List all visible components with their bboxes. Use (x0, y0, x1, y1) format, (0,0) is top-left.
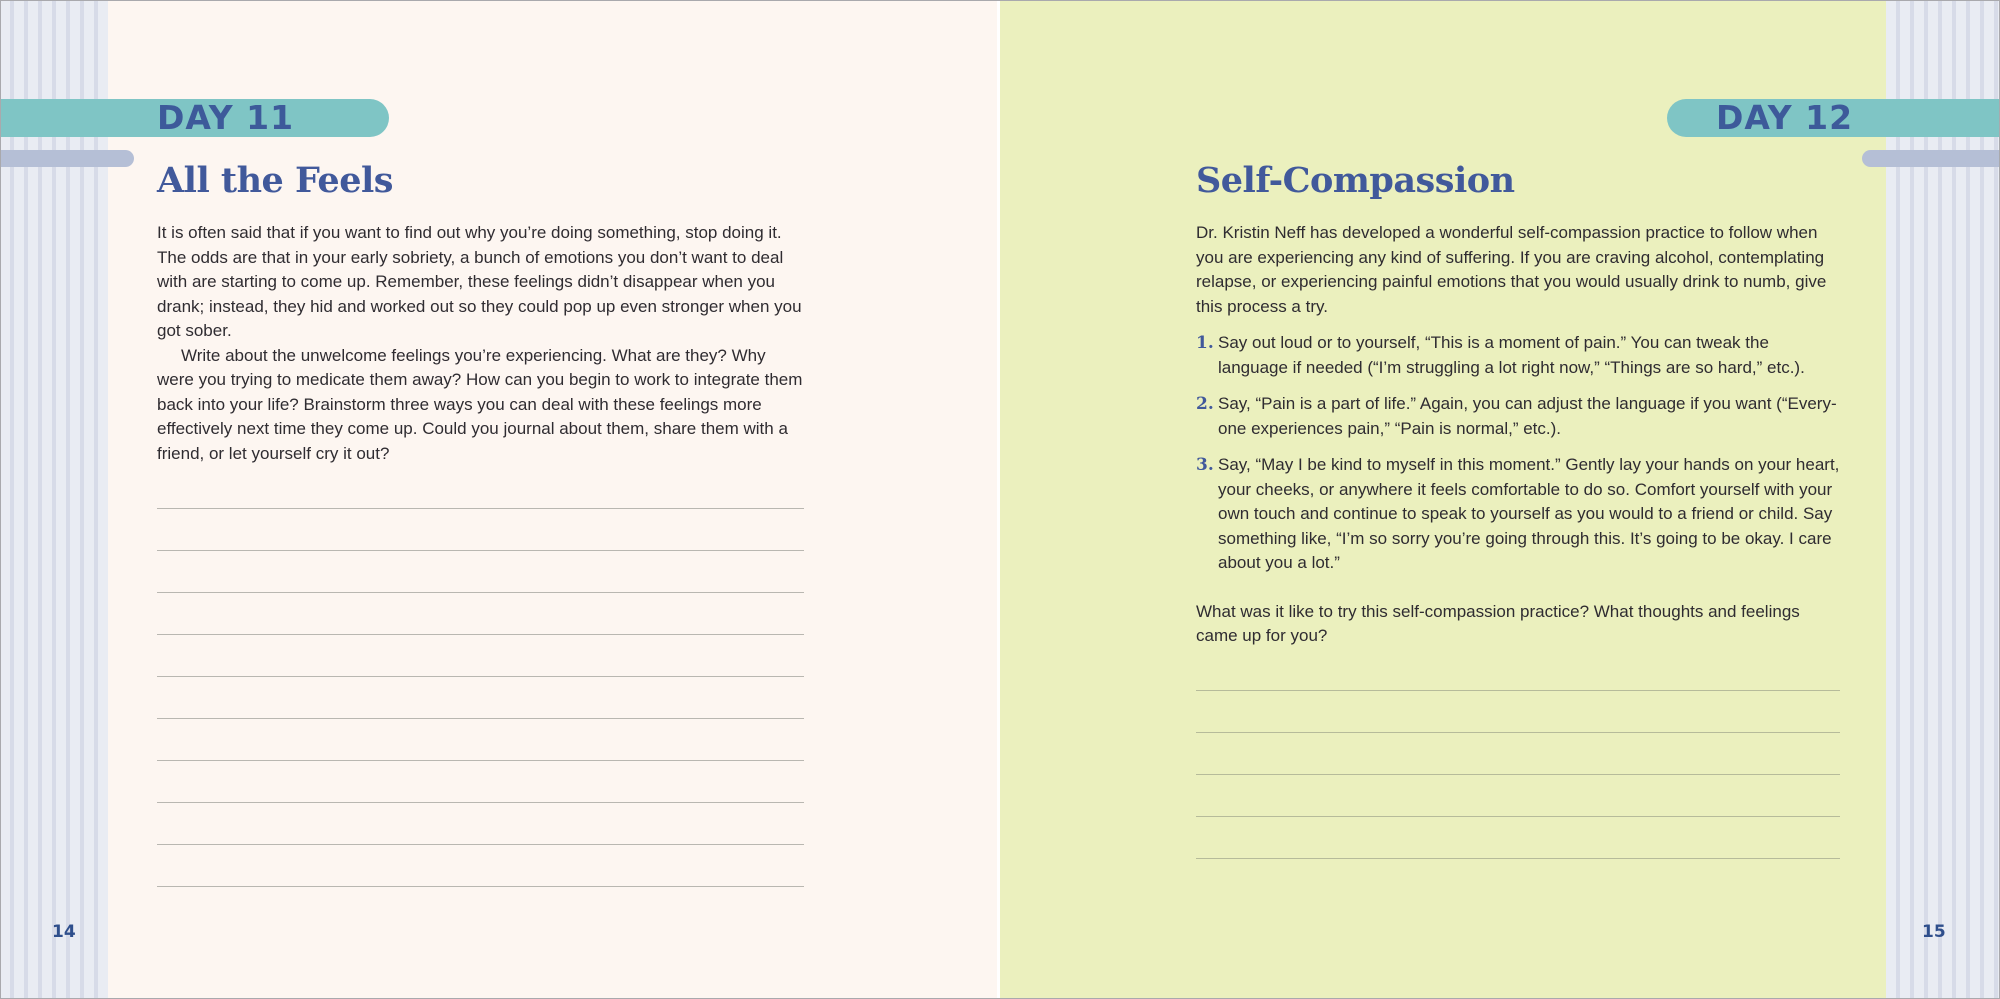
left-paragraph-2: Write about the unwelcome feelings you’re experiencing. What are they? Why were you trying to medicate them away? How can you begin to work to integrate them back into your life? Brainstorm three ways you can deal with these feelings more effectively next time they come up. Could you journal about them, share them with a friend, or let yourself cry it out? (157, 345, 803, 463)
writing-line (157, 592, 804, 593)
list-item (1196, 331, 1840, 380)
step-text: Say, “May I be kind to myself in this moment.” Gently lay your hands on your heart, your cheeks, or anywhere it feels comfortable to do so. Comfort yourself with your own touch and continue to speak to yourself as you would to a friend or child. Say something like, “I’m so sorry you’re going through this. It’s going to be okay. I care about you a lot.” (1218, 455, 1840, 572)
day-12-tab: DAY 12 (1667, 99, 2000, 137)
writing-line (157, 844, 804, 845)
writing-line (157, 676, 804, 677)
list-item (1196, 453, 1840, 576)
left-page-number: 14 (52, 922, 76, 942)
writing-line (1196, 732, 1840, 733)
right-intro: Dr. Kristin Neff has developed a wonderful self-compassion practice to follow when you are experiencing any kind of suffering. If you are craving alcohol, contemplating relapse, or experiencing painful emotions that you would usually drink to numb, give this process a try. (1196, 223, 1827, 316)
day-11-tab: DAY 11 (0, 99, 389, 137)
left-page-title: All the Feels (157, 160, 393, 201)
left-paragraph-1: It is often said that if you want to find out why you’re doing something, stop doing it. The odds are that in your early sobriety, a bunch of emotions you don’t want to deal with are starting to come up. Remember, these feelings didn’t disappear when you drank; instead, they hid and worked out so they could pop up even stronger when you got sober. (157, 223, 802, 340)
writing-line (157, 802, 804, 803)
step-number: 1. (1196, 333, 1214, 353)
writing-line (1196, 858, 1840, 859)
right-accent-bar (1862, 150, 2000, 167)
step-text: Say, “Pain is a part of life.” Again, you can adjust the language if you want (“Every-one experiences pain,” “Pain is normal,” etc.). (1218, 394, 1837, 438)
right-body-text (1196, 221, 1840, 649)
writing-line (157, 718, 804, 719)
left-accent-bar (0, 150, 134, 167)
writing-line (1196, 690, 1840, 691)
right-page-title: Self-Compassion (1196, 160, 1515, 201)
writing-line (1196, 774, 1840, 775)
left-body-text (157, 221, 807, 466)
writing-line (157, 508, 804, 509)
right-writing-lines (1196, 690, 1840, 900)
right-page-number: 15 (1922, 922, 1946, 942)
step-number: 3. (1196, 455, 1214, 475)
list-item (1196, 392, 1840, 441)
writing-line (157, 760, 804, 761)
writing-line (1196, 816, 1840, 817)
right-prompt: What was it like to try this self-compassion practice? What thoughts and feelings came up for you? (1196, 601, 1800, 645)
steps-list (1196, 331, 1840, 576)
writing-line (157, 886, 804, 887)
writing-line (157, 634, 804, 635)
writing-line (157, 550, 804, 551)
step-text: Say out loud or to yourself, “This is a moment of pain.” You can tweak the language if needed (“I’m struggling a lot right now,” “Things are so hard,” etc.). (1218, 333, 1805, 377)
step-number: 2. (1196, 394, 1214, 414)
left-writing-lines (157, 508, 804, 928)
